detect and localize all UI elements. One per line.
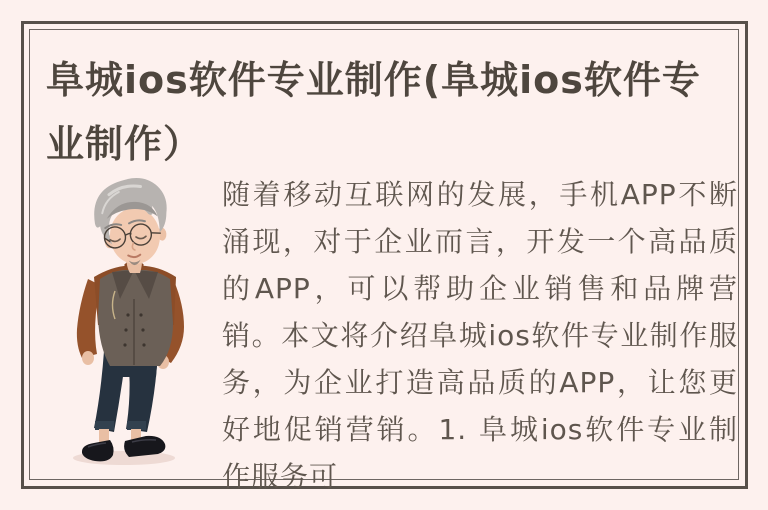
article-body: 随着移动互联网的发展，手机APP不断涌现，对于企业而言，开发一个高品质的APP，可以帮助企业销售和品牌营销。本文将介绍阜城ios软件专业制作服务，为企业打造高品质的APP，让您更好地促销营销。1. 阜城ios软件专业制作服务可 [222,178,738,493]
man-illustration-svg [68,165,238,475]
head [92,176,171,268]
vest [98,270,173,366]
article-title: 阜城ios软件专业制作(阜城ios软件专业制作） [46,58,701,166]
man-with-glasses-illustration [68,165,238,475]
